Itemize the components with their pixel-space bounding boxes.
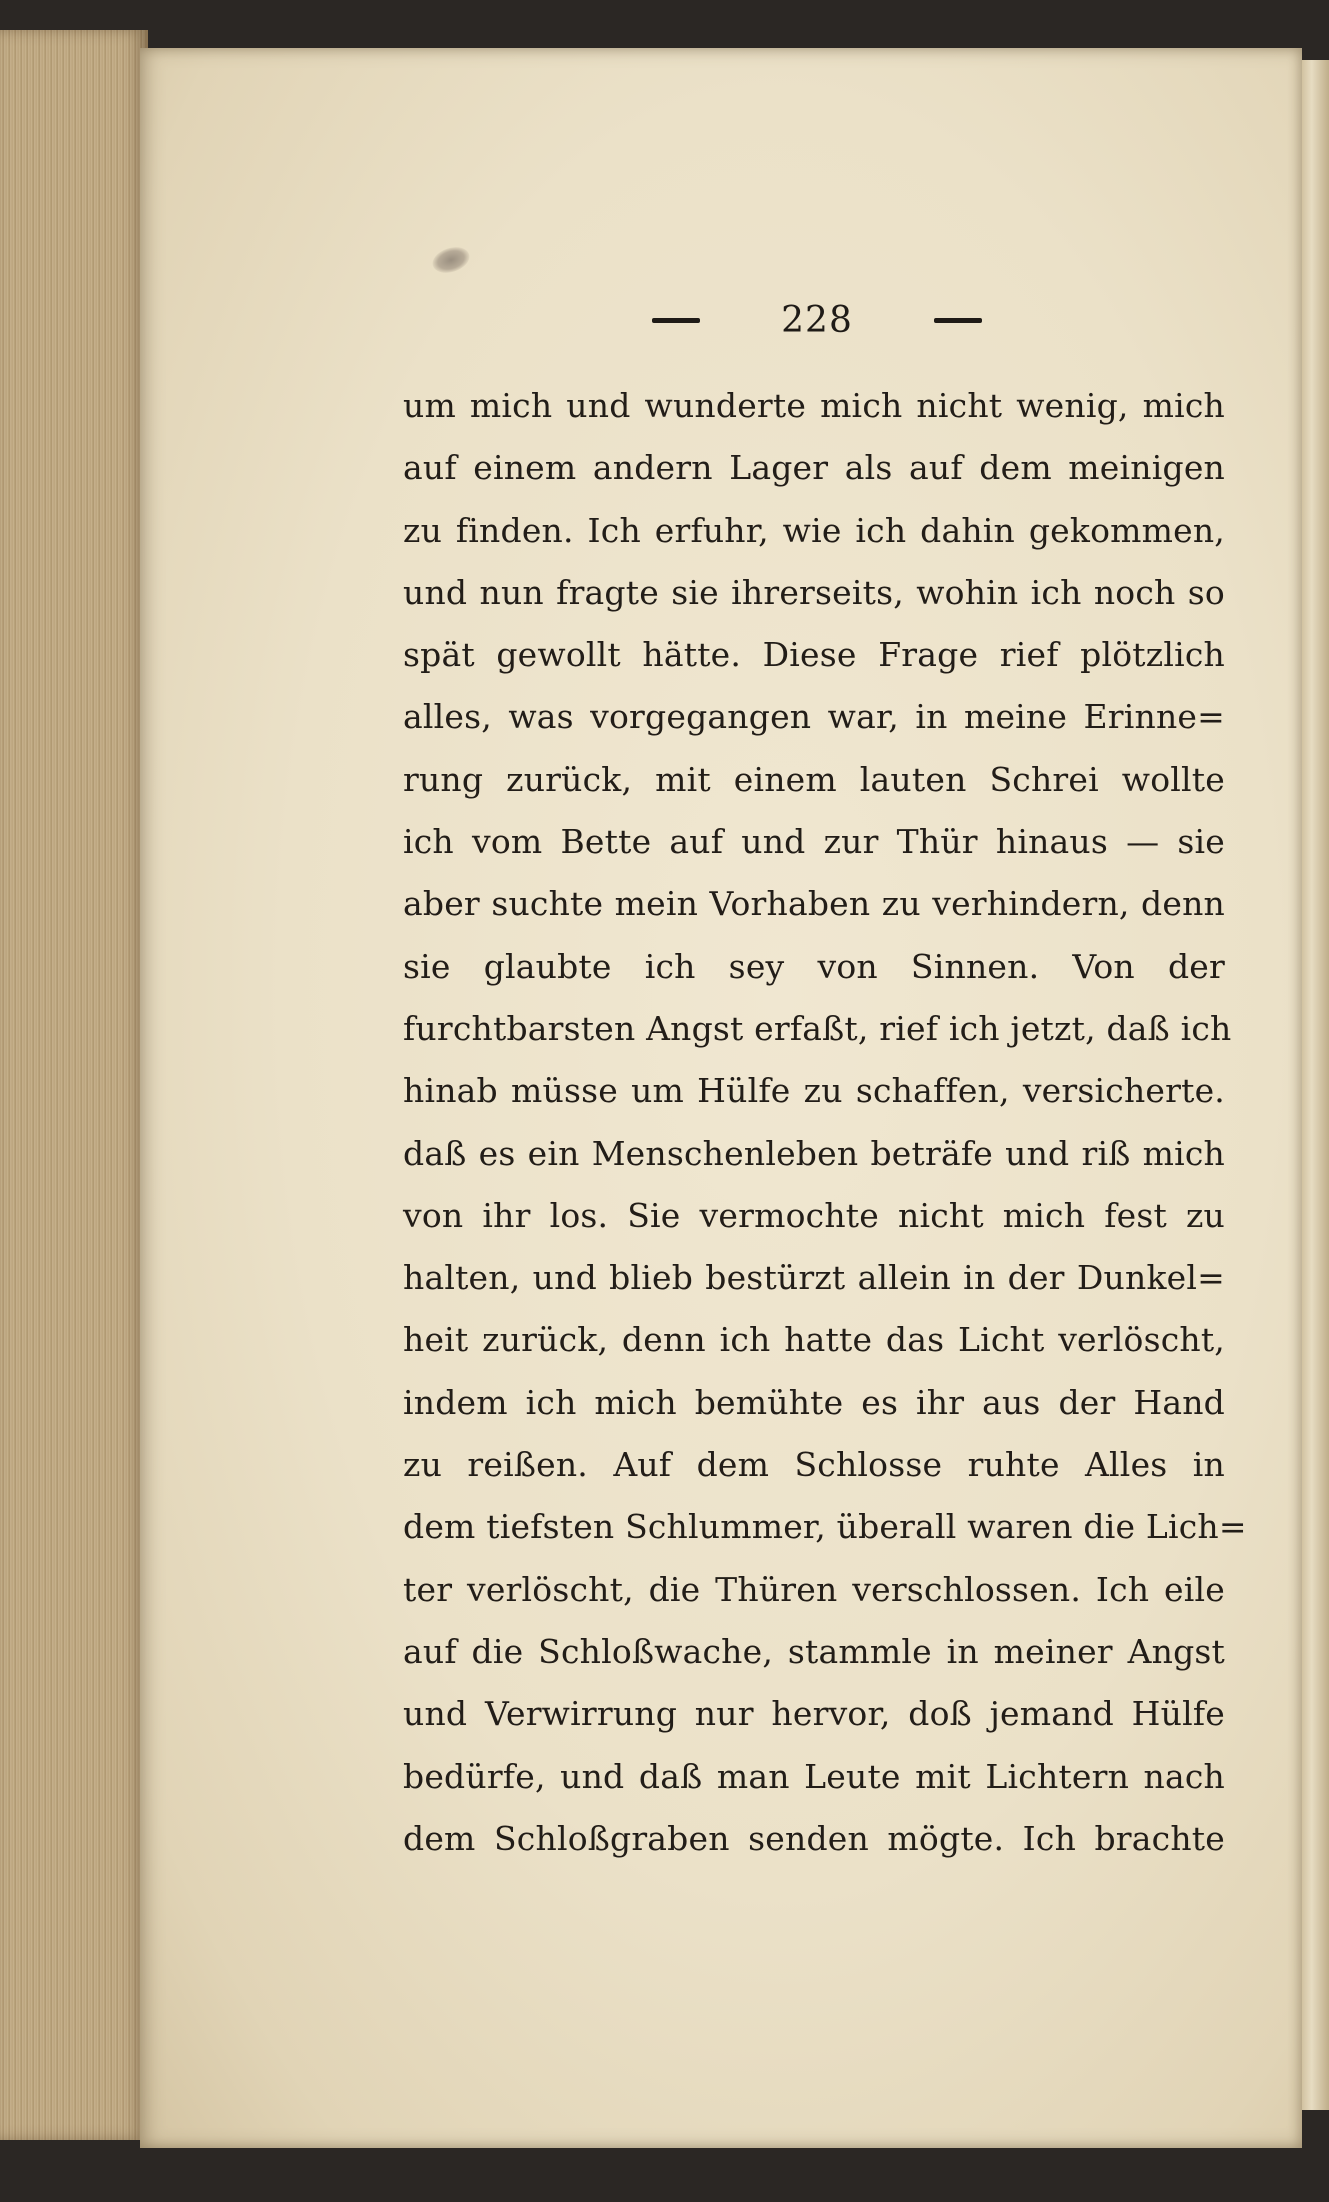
text-line: alles, was vorgegangen war, in meine Erinne=	[403, 697, 1225, 737]
text-line: indem ich mich bemühte es ihr aus der Hand	[403, 1382, 1225, 1422]
text-line: ich vom Bette auf und zur Thür hinaus — sie	[403, 822, 1225, 862]
page-header	[652, 290, 982, 350]
text-line: daß es ein Menschenleben beträfe und riß mich	[403, 1133, 1225, 1173]
text-line: auf einem andern Lager als auf dem meinigen	[403, 448, 1225, 488]
text-line: von ihr los. Sie vermochte nicht mich fest zu	[403, 1195, 1225, 1235]
body-text	[403, 375, 1247, 1870]
text-line: und Verwirrung nur hervor, doß jemand Hülfe	[403, 1694, 1225, 1734]
text-line: hinab müsse um Hülfe zu schaffen, versicherte.	[403, 1071, 1225, 1111]
text-line: zu finden. Ich erfuhr, wie ich dahin gekommen,	[403, 510, 1225, 550]
text-line: sie glaubte ich sey von Sinnen. Von der	[403, 946, 1225, 986]
text-line: auf die Schloßwache, stammle in meiner Angst	[403, 1631, 1225, 1671]
text-line: um mich und wunderte mich nicht wenig, mich	[403, 386, 1225, 425]
text-line: bedürfe, und daß man Leute mit Lichtern nach	[403, 1756, 1225, 1796]
text-line: zu reißen. Auf dem Schlosse ruhte Alles in	[403, 1445, 1225, 1485]
text-line: und nun fragte sie ihrerseits, wohin ich noch so	[403, 572, 1225, 612]
text-line: halten, und blieb bestürzt allein in der Dunkel=	[403, 1258, 1225, 1298]
header-dash-right	[934, 318, 982, 323]
text-line: aber suchte mein Vorhaben zu verhindern, denn	[403, 884, 1225, 924]
text-line: spät gewollt hätte. Diese Frage rief plötzlich	[403, 635, 1225, 675]
page-edge-stack	[0, 30, 148, 2140]
text-line: heit zurück, denn ich hatte das Licht verlöscht,	[403, 1320, 1225, 1360]
page-number: 228	[781, 299, 853, 341]
text-line: ter verlöscht, die Thüren verschlossen. Ich eile	[403, 1569, 1225, 1609]
text-line: rung zurück, mit einem lauten Schrei wollte	[403, 759, 1225, 799]
right-page-edge	[1300, 60, 1329, 2110]
text-line: furchtbarsten Angst erfaßt, rief ich jetzt, daß ich	[403, 1008, 1232, 1048]
text-line: dem tiefsten Schlummer, überall waren die Lich=	[403, 1507, 1247, 1547]
text-line: dem Schloßgraben senden mögte. Ich brachte	[403, 1818, 1225, 1858]
header-dash-left	[652, 318, 700, 323]
